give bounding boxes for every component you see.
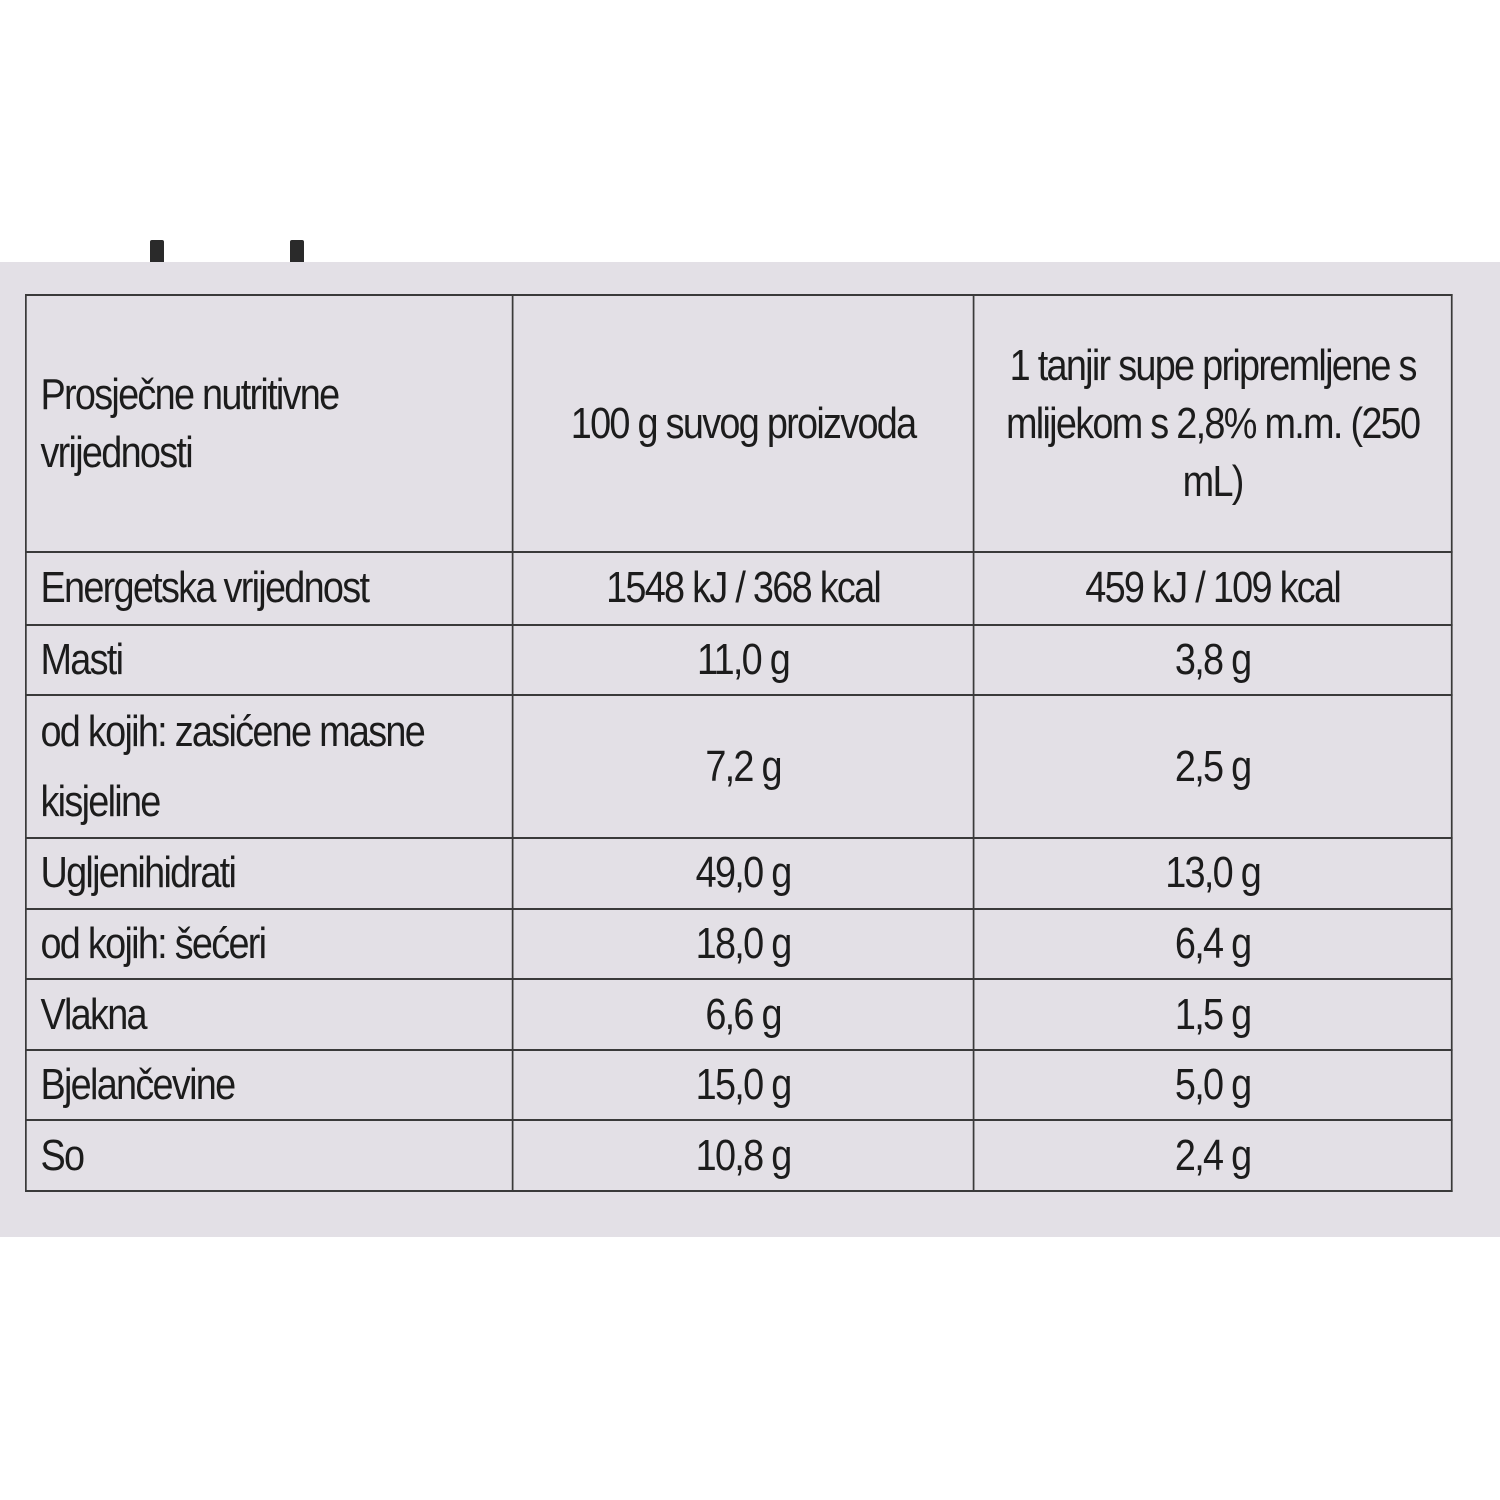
nutrient-name: So xyxy=(26,1120,513,1191)
table-row xyxy=(26,695,1452,838)
value-per-serving: 459 kJ / 109 kcal xyxy=(974,552,1452,625)
header-per-100g: 100 g suvog proizvoda xyxy=(513,295,974,552)
table-row xyxy=(26,909,1452,980)
header-per-serving: 1 tanjir supe pripremljene s mlijekom s 2,8% m.m. (250 mL) xyxy=(974,295,1452,552)
glyph-fragment xyxy=(290,240,304,262)
value-per-100g: 18,0 g xyxy=(513,909,974,980)
value-per-serving: 2,5 g xyxy=(974,695,1452,838)
nutrient-name: Energetska vrijednost xyxy=(26,552,513,625)
table-header-row xyxy=(26,295,1452,552)
value-per-100g: 1548 kJ / 368 kcal xyxy=(513,552,974,625)
nutrient-name: od kojih: zasićene masne kisjeline xyxy=(26,695,513,838)
table-row xyxy=(26,625,1452,696)
table-row xyxy=(26,838,1452,909)
nutrition-table xyxy=(25,294,1453,1192)
value-per-serving: 3,8 g xyxy=(974,625,1452,696)
value-per-100g: 49,0 g xyxy=(513,838,974,909)
value-per-serving: 2,4 g xyxy=(974,1120,1452,1191)
nutrient-name: Ugljenihidrati xyxy=(26,838,513,909)
table-row xyxy=(26,552,1452,625)
value-per-serving: 6,4 g xyxy=(974,909,1452,980)
value-per-serving: 13,0 g xyxy=(974,838,1452,909)
glyph-fragment xyxy=(150,240,164,262)
value-per-100g: 6,6 g xyxy=(513,979,974,1050)
value-per-100g: 7,2 g xyxy=(513,695,974,838)
value-per-100g: 11,0 g xyxy=(513,625,974,696)
table-row xyxy=(26,1050,1452,1121)
nutrient-name: Masti xyxy=(26,625,513,696)
nutrient-name: Bjelančevine xyxy=(26,1050,513,1121)
value-per-serving: 5,0 g xyxy=(974,1050,1452,1121)
nutrient-name: od kojih: šećeri xyxy=(26,909,513,980)
value-per-serving: 1,5 g xyxy=(974,979,1452,1050)
cropped-text-fragment xyxy=(20,240,540,262)
header-nutrient: Prosječne nutritivne vrijednosti xyxy=(26,295,513,552)
table-row xyxy=(26,979,1452,1050)
value-per-100g: 10,8 g xyxy=(513,1120,974,1191)
nutrient-name: Vlakna xyxy=(26,979,513,1050)
table-row xyxy=(26,1120,1452,1191)
value-per-100g: 15,0 g xyxy=(513,1050,974,1121)
